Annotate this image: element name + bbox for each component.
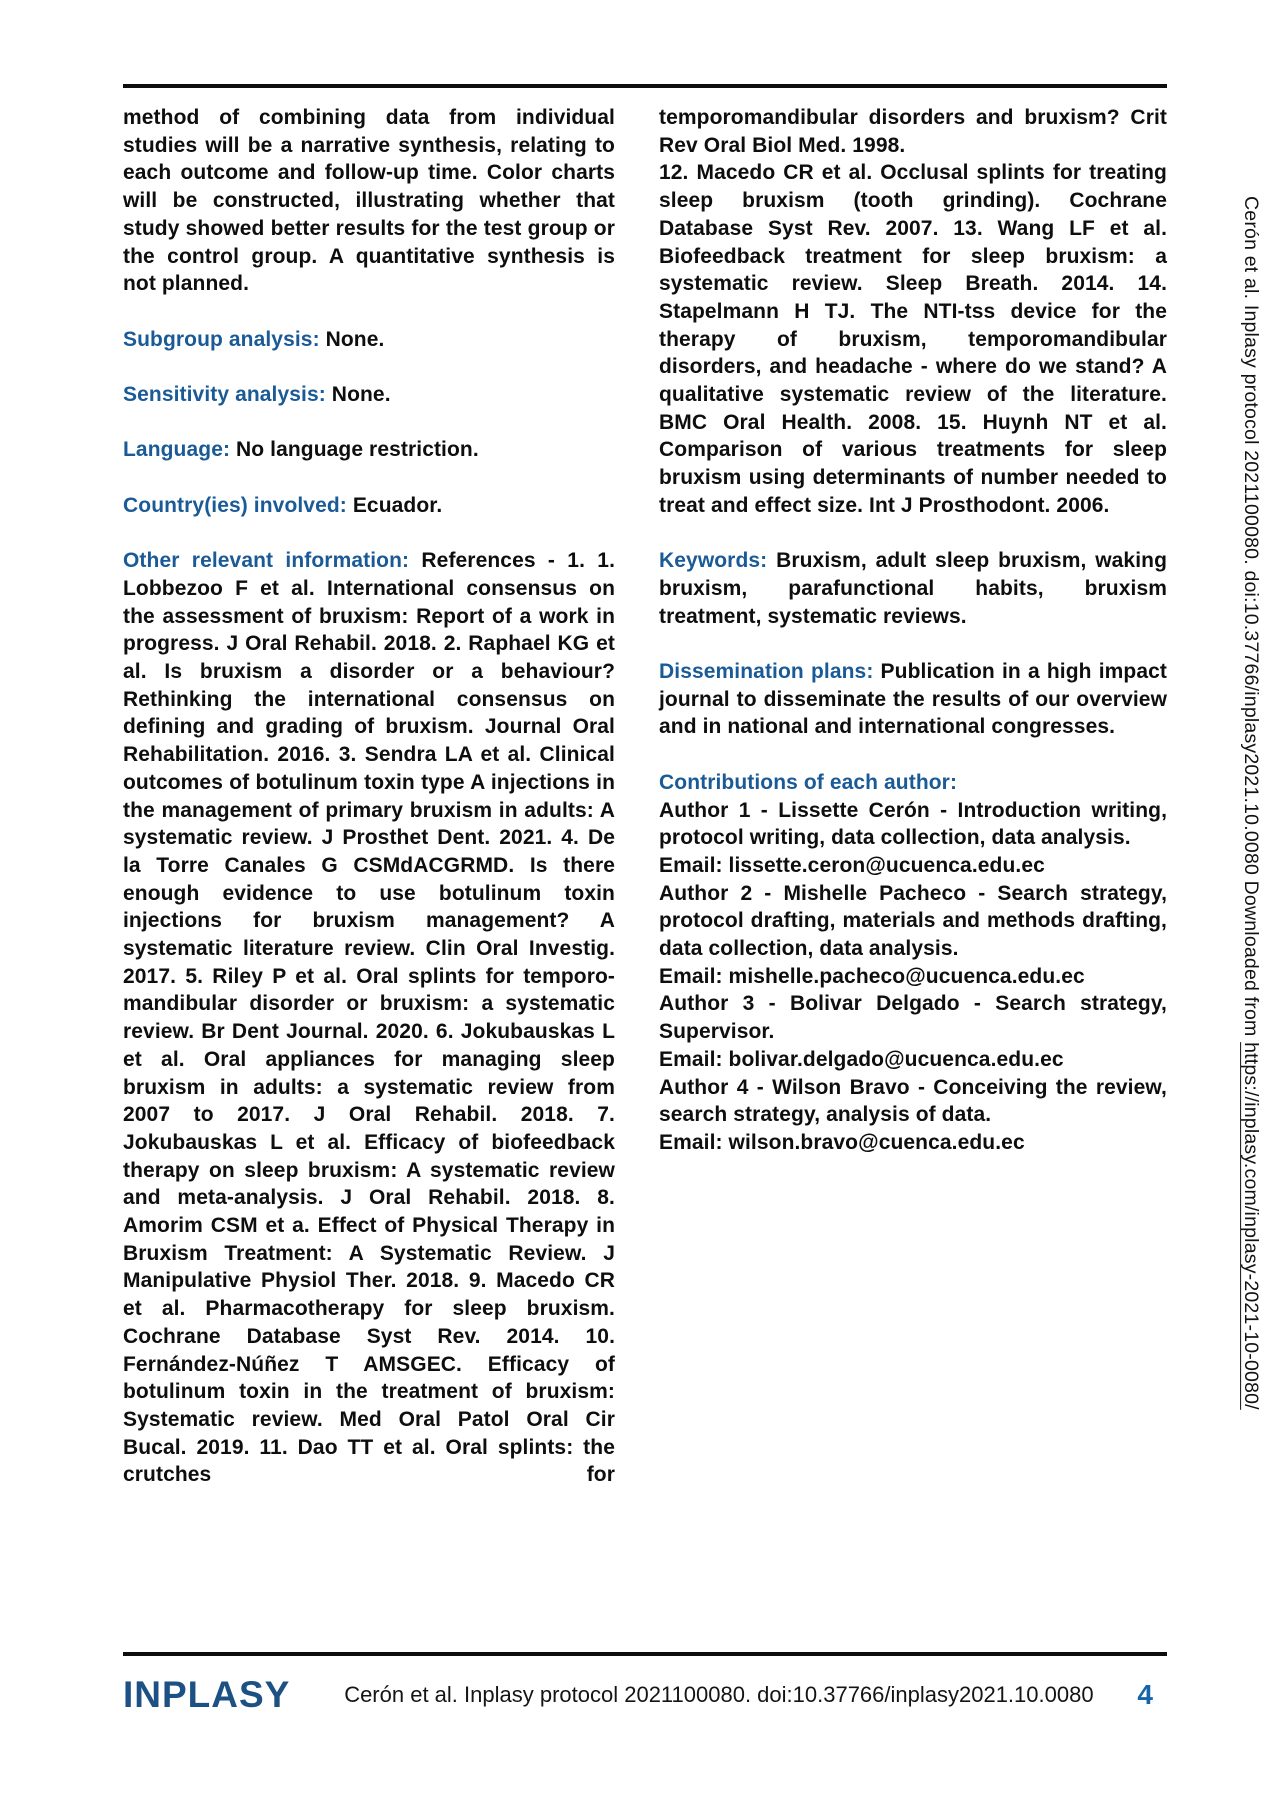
body-text: Email: lissette.ceron@ucuenca.edu.ec	[659, 853, 1045, 877]
body-text: Author 1 - Lissette Cerón - Introduction writing, protocol writing, data collection, data analysis.	[659, 798, 1167, 850]
body-text: method of combining data from individual studies will be a narrative synthesis, relating to each outcome and follow-up time. Color charts will be constructed, illustrating whether that study showed better results for the test group or the control group. A quantitative synthesis is not planned.	[123, 106, 615, 296]
body-text: Email: bolivar.delgado@ucuenca.edu.ec	[659, 1047, 1064, 1071]
body-text: Author 2 - Mishelle Pacheco - Search strategy, protocol drafting, materials and methods drafting, data collection, data analysis.	[659, 881, 1167, 961]
section-label: Subgroup analysis:	[123, 327, 320, 351]
section-label: Other relevant information:	[123, 549, 410, 573]
body-text: Author 3 - Bolivar Delgado - Search strategy, Supervisor.	[659, 992, 1167, 1044]
left-column	[123, 104, 615, 1517]
paragraph	[123, 381, 615, 409]
section-label: Contributions of each author:	[659, 770, 958, 794]
top-rule	[123, 84, 1167, 88]
body-text: Publication in a high impact journal to disseminate the results of our overview and in national and international congresses.	[659, 660, 1168, 739]
body-text: None.	[325, 383, 391, 406]
section-label: Language:	[123, 438, 231, 462]
section-label: Country(ies) involved:	[123, 493, 347, 517]
section-label: Keywords:	[659, 549, 768, 573]
body-text: Email: mishelle.pacheco@ucuenca.edu.ec	[659, 964, 1085, 988]
footer-citation: Cerón et al. Inplasy protocol 2021100080. doi:10.37766/inplasy2021.10.0080	[344, 1682, 1094, 1707]
two-column-body	[123, 104, 1167, 1517]
body-text: None.	[319, 327, 385, 351]
body-text: No language restriction.	[230, 438, 479, 462]
body-text: Ecuador.	[346, 493, 443, 517]
footer-rule	[123, 1652, 1167, 1656]
paragraph	[123, 436, 615, 464]
page-number: 4	[1137, 1679, 1153, 1710]
paragraph	[123, 326, 615, 354]
section-label: Dissemination plans:	[659, 660, 874, 684]
paragraph	[659, 769, 1167, 1157]
section-label: Sensitivity analysis:	[123, 383, 326, 406]
body-text: 12. Macedo CR et al. Occlusal splints for treating sleep bruxism (tooth grinding). Cochrane Database Syst Rev. 2007. 13. Wang LF et al. Biofeedback treatment for sleep bruxism: a systematic review. Sleep Breath. 2014. 14. Stapelmann H TJ. The NTI-tss device for the therapy of bruxism, temporomandibular disorders, and headache - where do we stand? A qualitative systematic review of the literature. BMC Oral Health. 2008. 15. Huynh NT et al. Comparison of various treatments for sleep bruxism using determinants of number needed to treat and effect size. Int J Prosthodont. 2006.	[659, 161, 1167, 517]
body-text: References - 1. 1. Lobbezoo F et al. International consensus on the assessment of bruxism: Report of a work in progress. J Oral Rehabil. 2018. 2. Raphael KG et al. Is bruxism a disorder or a behaviour? Rethinking the international consensus on defining and grading of bruxism. Journal Oral Rehabilitation. 2016. 3. Sendra LA et al. Clinical outcomes of botulinum toxin type A injections in the management of primary bruxism in adults: A systematic review. J Prosthet Dent. 2021. 4. De la Torre Canales G CSMdACGRMD. Is there enough evidence to use botulinum toxin injections for bruxism management? A systematic literature review. Clin Oral Investig. 2017. 5. Riley P et al. Oral splints for temporo-mandibular disorder or bruxism: a systematic review. Br Dent Journal. 2020. 6. Jokubauskas L et al. Oral appliances for managing sleep bruxism in adults: a systematic review from 2007 to 2017. J Oral Rehabil. 2018. 7. Jokubauskas L et al. Efficacy of biofeedback therapy on sleep bruxism: A systematic review and meta-analysis. J Oral Rehabil. 2018. 8. Amorim CSM et a. Effect of Physical Therapy in Bruxism Treatment: A Systematic Review. J Manipulative Physiol Ther. 2018. 9. Macedo CR et al. Pharmacotherapy for sleep bruxism. Cochrane Database Syst Rev. 2014. 10. Fernández-Núñez T AMSGEC. Efficacy of botulinum toxin in the treatment of bruxism: Systematic review. Med Oral Patol Oral Cir Bucal. 2019. 11. Dao TT et al. Oral splints: the crutches for	[123, 549, 615, 1487]
inplasy-logo: INPLASY	[123, 1674, 291, 1715]
body-text: Bruxism, adult sleep bruxism, waking bruxism, parafunctional habits, bruxism treatment, systematic reviews.	[659, 549, 1167, 628]
footer	[123, 1674, 1167, 1716]
paragraph	[659, 104, 1167, 520]
side-citation-text: Cerón et al. Inplasy protocol 2021100080. doi:10.37766/inplasy2021.10.0080 Downloaded from	[1240, 196, 1262, 1043]
paragraph	[659, 547, 1167, 630]
paragraph	[123, 547, 615, 1489]
side-citation-link[interactable]: https://inplasy.com/inplasy-2021-10-0080/	[1240, 1042, 1262, 1410]
side-citation	[1239, 196, 1262, 1556]
body-text: temporomandibular disorders and bruxism? Crit Rev Oral Biol Med. 1998.	[659, 106, 1167, 157]
paragraph	[123, 104, 615, 298]
right-column	[659, 104, 1167, 1517]
body-text: Email: wilson.bravo@cuenca.edu.ec	[659, 1130, 1025, 1154]
paragraph	[123, 492, 615, 520]
body-text: Author 4 - Wilson Bravo - Conceiving the review, search strategy, analysis of data.	[659, 1075, 1167, 1127]
paragraph	[659, 658, 1167, 741]
